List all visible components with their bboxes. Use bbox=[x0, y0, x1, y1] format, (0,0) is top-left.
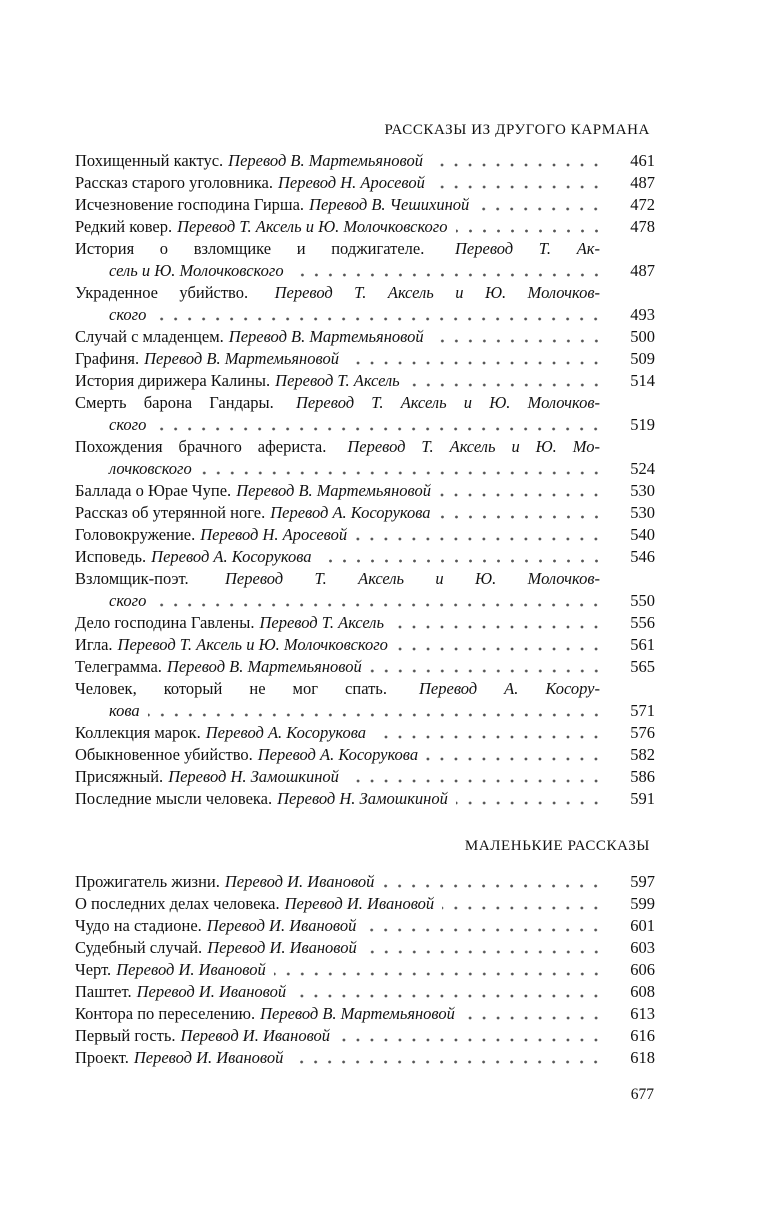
toc-entry bbox=[75, 238, 655, 282]
toc-entry bbox=[75, 678, 655, 722]
entry-page-number: 586 bbox=[630, 767, 655, 786]
entry-translator: Перевод В. Мартемьяновой bbox=[236, 481, 431, 500]
entry-translator: Перевод Т. Аксель bbox=[275, 371, 400, 390]
entry-title: Смерть барона Гандары. bbox=[75, 393, 274, 412]
dot-leader bbox=[355, 531, 603, 541]
entry-title: Взломщик-поэт. bbox=[75, 569, 189, 588]
toc-entry-second-line bbox=[75, 590, 655, 612]
toc-entry bbox=[75, 656, 655, 678]
entry-translator: Перевод В. Мартемьяновой bbox=[166, 657, 362, 676]
page-number: 677 bbox=[630, 1086, 654, 1103]
entry-translator: Перевод Т. Аксель и Ю. Молочков- bbox=[295, 393, 600, 412]
toc-entry bbox=[75, 546, 655, 568]
entry-translator: Перевод В. Мартемьяновой bbox=[228, 327, 424, 346]
entry-translator: Перевод А. Косорукова bbox=[151, 547, 312, 566]
dot-leader bbox=[463, 1010, 603, 1020]
entry-title: Похищенный кактус. bbox=[75, 151, 224, 170]
toc-entry bbox=[75, 524, 655, 546]
entry-title: Похождения брачного афериста. bbox=[75, 437, 327, 456]
entry-page-number: 571 bbox=[630, 701, 655, 720]
dot-leader bbox=[374, 729, 603, 739]
toc-entry bbox=[75, 788, 655, 810]
entry-translator-continued: сель и Ю. Молочковского bbox=[109, 261, 284, 280]
dot-leader bbox=[456, 223, 604, 233]
entry-title: Телеграмма. bbox=[75, 657, 162, 676]
entry-title: Судебный случай. bbox=[75, 938, 203, 957]
dot-leader bbox=[291, 1054, 603, 1064]
dot-leader bbox=[294, 988, 603, 998]
toc-entry bbox=[75, 959, 655, 981]
entry-title: История дирижера Калины. bbox=[75, 371, 271, 390]
entry-title: Проект. bbox=[75, 1048, 129, 1067]
entry-title: Головокружение. bbox=[75, 525, 196, 544]
entry-page-number: 550 bbox=[630, 591, 655, 610]
entry-page-number: 597 bbox=[630, 872, 655, 891]
dot-leader bbox=[274, 966, 603, 976]
entry-page-number: 582 bbox=[630, 745, 655, 764]
toc-entry bbox=[75, 1003, 655, 1025]
dot-leader bbox=[154, 421, 603, 431]
entry-page-number: 603 bbox=[630, 938, 655, 957]
toc-entry bbox=[75, 392, 655, 436]
toc-entry bbox=[75, 194, 655, 216]
entry-page-number: 556 bbox=[630, 613, 655, 632]
dot-leader bbox=[432, 333, 603, 343]
entry-translator: Перевод Н. Аросевой bbox=[277, 173, 425, 192]
entry-page-number: 591 bbox=[630, 789, 655, 808]
dot-leader bbox=[347, 773, 603, 783]
toc-entry-second-line bbox=[75, 260, 655, 282]
entry-page-number: 500 bbox=[630, 327, 655, 346]
dot-leader bbox=[292, 267, 603, 277]
toc-entry bbox=[75, 871, 655, 893]
toc-entry bbox=[75, 766, 655, 788]
entry-title: Прожигатель жизни. bbox=[75, 872, 220, 891]
toc-entry bbox=[75, 612, 655, 634]
dot-leader bbox=[392, 619, 603, 629]
entry-title: Обыкновенное убийство. bbox=[75, 745, 253, 764]
entry-page-number: 487 bbox=[630, 173, 655, 192]
toc-entry bbox=[75, 282, 655, 326]
entry-translator: Перевод Т. Аксель и Ю. Молочков- bbox=[274, 283, 600, 302]
dot-leader bbox=[439, 487, 603, 497]
entry-translator: Перевод И. Ивановой bbox=[116, 960, 266, 979]
entry-translator: Перевод И. Ивановой bbox=[284, 894, 435, 913]
entry-page-number: 478 bbox=[630, 217, 655, 236]
entry-page-number: 524 bbox=[630, 459, 655, 478]
entry-page-number: 493 bbox=[630, 305, 655, 324]
entry-page-number: 601 bbox=[630, 916, 655, 935]
entry-translator: Перевод Н. Замошкиной bbox=[277, 789, 448, 808]
dot-leader bbox=[439, 509, 603, 519]
toc-entry bbox=[75, 436, 655, 480]
entry-title: Человек, который не мог спать. bbox=[75, 679, 387, 698]
dot-leader bbox=[370, 663, 603, 673]
entry-translator: Перевод И. Ивановой bbox=[136, 982, 287, 1001]
toc-section-2 bbox=[75, 871, 655, 1069]
dot-leader bbox=[477, 201, 603, 211]
entry-title: Редкий ковер. bbox=[75, 217, 173, 236]
toc-entry bbox=[75, 981, 655, 1003]
entry-page-number: 509 bbox=[630, 349, 655, 368]
entry-title: Паштет. bbox=[75, 982, 132, 1001]
dot-leader bbox=[320, 553, 604, 563]
toc-entry-second-line bbox=[75, 458, 655, 480]
toc-entry bbox=[75, 722, 655, 744]
entry-translator: Перевод Т. Аксель и Ю. Молочковского bbox=[177, 217, 448, 236]
entry-translator-continued: ского bbox=[109, 305, 147, 324]
entry-translator: Перевод И. Ивановой bbox=[180, 1026, 331, 1045]
section-title-1: РАССКАЗЫ ИЗ ДРУГОГО КАРМАНА bbox=[384, 122, 650, 138]
entry-page-number: 472 bbox=[630, 195, 655, 214]
dot-leader bbox=[426, 751, 603, 761]
entry-page-number: 608 bbox=[630, 982, 655, 1001]
entry-translator: Перевод Т. Ак- bbox=[455, 239, 600, 258]
dot-leader bbox=[364, 922, 603, 932]
entry-page-number: 514 bbox=[630, 371, 655, 390]
entry-title: Исчезновение господина Гирша. bbox=[75, 195, 305, 214]
entry-title: Рассказ старого уголовника. bbox=[75, 173, 273, 192]
toc-entry bbox=[75, 1025, 655, 1047]
entry-translator: Перевод В. Мартемьяновой bbox=[260, 1004, 455, 1023]
entry-title: История о взломщике и поджигателе. bbox=[75, 239, 425, 258]
entry-page-number: 576 bbox=[630, 723, 655, 742]
entry-translator: Перевод Н. Аросевой bbox=[200, 525, 348, 544]
toc-entry bbox=[75, 216, 655, 238]
entry-translator-continued: кова bbox=[109, 701, 140, 720]
entry-page-number: 606 bbox=[630, 960, 655, 979]
toc-entry bbox=[75, 937, 655, 959]
dot-leader bbox=[148, 707, 603, 717]
toc-entry-first-line bbox=[75, 282, 655, 304]
entry-translator: Перевод Т. Аксель bbox=[259, 613, 385, 632]
toc-entry-second-line bbox=[75, 700, 655, 722]
dot-leader bbox=[154, 597, 603, 607]
dot-leader bbox=[442, 900, 603, 910]
entry-title: Коллекция марок. bbox=[75, 723, 201, 742]
entry-page-number: 540 bbox=[630, 525, 655, 544]
entry-translator-continued: ского bbox=[109, 591, 147, 610]
entry-page-number: 487 bbox=[630, 261, 655, 280]
entry-title: Дело господина Гавлены. bbox=[75, 613, 255, 632]
entry-translator: Перевод И. Ивановой bbox=[224, 872, 375, 891]
dot-leader bbox=[200, 465, 603, 475]
entry-title: Чудо на стадионе. bbox=[75, 916, 202, 935]
dot-leader bbox=[433, 179, 603, 189]
toc-entry bbox=[75, 150, 655, 172]
entry-translator-continued: лочковского bbox=[109, 459, 192, 478]
toc-entry-first-line bbox=[75, 238, 655, 260]
entry-title: Черт. bbox=[75, 960, 112, 979]
toc-entry bbox=[75, 744, 655, 766]
entry-title: Последние мысли человека. bbox=[75, 789, 273, 808]
entry-translator: Перевод Т. Аксель и Ю. Мо- bbox=[347, 437, 601, 456]
entry-page-number: 546 bbox=[630, 547, 655, 566]
dot-leader bbox=[408, 377, 603, 387]
entry-translator: Перевод А. Косорукова bbox=[205, 723, 367, 742]
entry-translator: Перевод И. Ивановой bbox=[206, 916, 357, 935]
entry-translator: Перевод А. Косорукова bbox=[257, 745, 419, 764]
entry-translator: Перевод Т. Аксель и Ю. Молочков- bbox=[225, 569, 600, 588]
entry-page-number: 613 bbox=[630, 1004, 655, 1023]
dot-leader bbox=[396, 641, 603, 651]
entry-title: Рассказ об утерянной ноге. bbox=[75, 503, 266, 522]
entry-translator: Перевод В. Чешихиной bbox=[309, 195, 470, 214]
entry-page-number: 530 bbox=[630, 503, 655, 522]
entry-page-number: 561 bbox=[630, 635, 655, 654]
entry-title: Контора по переселению. bbox=[75, 1004, 256, 1023]
dot-leader bbox=[365, 944, 603, 954]
entry-translator: Перевод Н. Замошкиной bbox=[168, 767, 339, 786]
toc-entry bbox=[75, 1047, 655, 1069]
dot-leader bbox=[431, 157, 603, 167]
toc-entry-first-line bbox=[75, 436, 655, 458]
entry-title: Графиня. bbox=[75, 349, 140, 368]
entry-translator: Перевод В. Мартемьяновой bbox=[228, 151, 423, 170]
dot-leader bbox=[456, 795, 603, 805]
toc-entry-second-line bbox=[75, 304, 655, 326]
entry-translator: Перевод И. Ивановой bbox=[207, 938, 357, 957]
entry-translator: Перевод А. Косору- bbox=[419, 679, 600, 698]
toc-entry-first-line bbox=[75, 678, 655, 700]
entry-title: Присяжный. bbox=[75, 767, 164, 786]
entry-translator-continued: ского bbox=[109, 415, 147, 434]
entry-page-number: 530 bbox=[630, 481, 655, 500]
entry-translator: Перевод Т. Аксель и Ю. Молочковского bbox=[117, 635, 388, 654]
toc-entry bbox=[75, 480, 655, 502]
entry-title: О последних делах человека. bbox=[75, 894, 280, 913]
entry-translator: Перевод В. Мартемьяновой bbox=[144, 349, 339, 368]
entry-title: Украденное убийство. bbox=[75, 283, 249, 302]
dot-leader bbox=[154, 311, 603, 321]
dot-leader bbox=[338, 1032, 603, 1042]
entry-title: Исповедь. bbox=[75, 547, 147, 566]
dot-leader bbox=[347, 355, 603, 365]
entry-translator: Перевод И. Ивановой bbox=[133, 1048, 284, 1067]
entry-title: Игла. bbox=[75, 635, 113, 654]
entry-page-number: 618 bbox=[630, 1048, 655, 1067]
toc-entry bbox=[75, 348, 655, 370]
section-title-2: МАЛЕНЬКИЕ РАССКАЗЫ bbox=[464, 838, 650, 854]
toc-section-1 bbox=[75, 150, 655, 810]
entry-page-number: 565 bbox=[630, 657, 655, 676]
toc-entry bbox=[75, 326, 655, 348]
toc-entry-first-line bbox=[75, 568, 655, 590]
entry-page-number: 599 bbox=[630, 894, 655, 913]
entry-title: Баллада о Юрае Чупе. bbox=[75, 481, 232, 500]
entry-translator: Перевод А. Косорукова bbox=[270, 503, 431, 522]
toc-entry bbox=[75, 502, 655, 524]
entry-title: Первый гость. bbox=[75, 1026, 176, 1045]
toc-entry bbox=[75, 915, 655, 937]
entry-page-number: 519 bbox=[630, 415, 655, 434]
toc-entry-second-line bbox=[75, 414, 655, 436]
entry-page-number: 461 bbox=[630, 151, 655, 170]
entry-page-number: 616 bbox=[630, 1026, 655, 1045]
toc-entry bbox=[75, 172, 655, 194]
entry-title: Случай с младенцем. bbox=[75, 327, 224, 346]
toc-entry bbox=[75, 634, 655, 656]
toc-entry-first-line bbox=[75, 392, 655, 414]
toc-entry bbox=[75, 568, 655, 612]
toc-entry bbox=[75, 893, 655, 915]
toc-entry bbox=[75, 370, 655, 392]
dot-leader bbox=[382, 878, 603, 888]
